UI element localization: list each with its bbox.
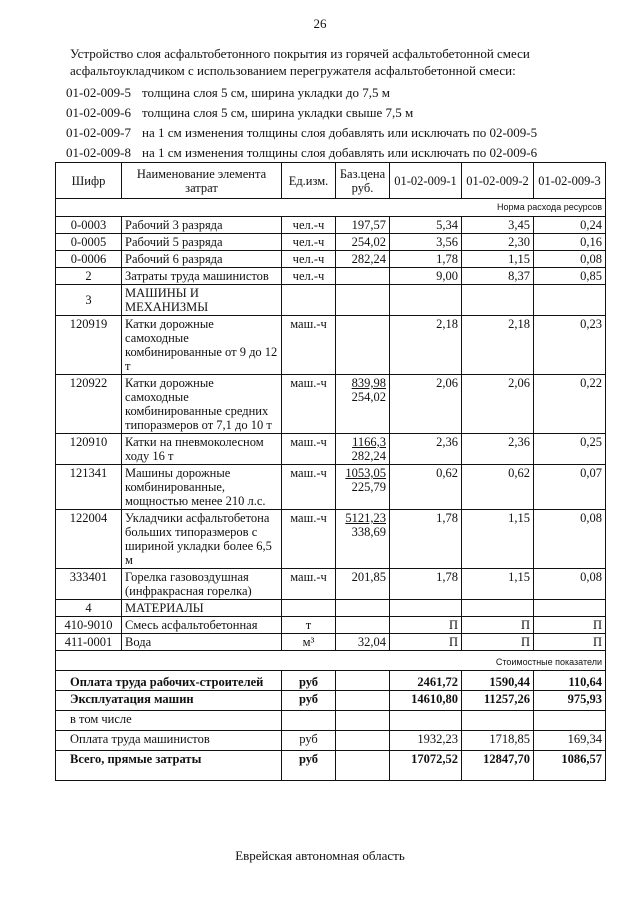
table-row (56, 434, 606, 465)
row-value-2: 1,15 (462, 569, 534, 600)
totals-unit: руб (282, 691, 336, 711)
totals-row (56, 731, 606, 751)
row-value-2: 2,18 (462, 316, 534, 375)
code-id: 01-02-009-8 (66, 145, 131, 160)
row-code: 120919 (56, 316, 122, 375)
row-price (336, 268, 390, 285)
row-name: Машины дорожные комбинированные, мощностью менее 210 л.с. (122, 465, 282, 510)
totals-value-1: 1932,23 (390, 731, 462, 751)
totals-value-2: 1718,85 (462, 731, 534, 751)
row-value-3: 0,23 (534, 316, 606, 375)
row-name: Катки на пневмоколесном ходу 16 т (122, 434, 282, 465)
price-top: 1053,05 (345, 466, 386, 480)
row-value-1: 0,62 (390, 465, 462, 510)
row-unit: т (282, 617, 336, 634)
code-id: 01-02-009-5 (66, 85, 131, 100)
header-col-1: 01-02-009-1 (390, 163, 462, 199)
row-value-3: 0,24 (534, 217, 606, 234)
table-row (56, 465, 606, 510)
row-unit: маш.-ч (282, 375, 336, 434)
row-price (336, 375, 390, 434)
row-value-3: 0,85 (534, 268, 606, 285)
row-value-2: 2,30 (462, 234, 534, 251)
totals-name: в том числе (56, 711, 282, 731)
row-value-2: 1,15 (462, 510, 534, 569)
table-row (56, 375, 606, 434)
totals-name: Оплата труда машинистов (56, 731, 282, 751)
row-value-1: 2,06 (390, 375, 462, 434)
row-code: 0-0005 (56, 234, 122, 251)
row-value-1: 1,78 (390, 251, 462, 268)
price-bottom: 338,69 (351, 525, 386, 539)
table-row (56, 617, 606, 634)
row-value-1: 9,00 (390, 268, 462, 285)
row-name: Укладчики асфальтобетона больших типоразмеров с шириной укладки более 6,5 м (122, 510, 282, 569)
price-bottom: 254,02 (351, 390, 386, 404)
row-value-1: П (390, 617, 462, 634)
price-bottom: 282,24 (351, 449, 386, 463)
code-description: на 1 см изменения толщины слоя добавлять или исключать по 02-009-5 (142, 125, 538, 140)
header-unit: Ед.изм. (282, 163, 336, 199)
code-list-item (66, 143, 626, 163)
totals-value-2: 1590,44 (462, 671, 534, 691)
row-value-3: П (534, 617, 606, 634)
totals-name: Оплата труда рабочих-строителей (56, 671, 282, 691)
row-code: 120922 (56, 375, 122, 434)
totals-value-1: 17072,52 (390, 751, 462, 781)
row-value-3: 0,07 (534, 465, 606, 510)
row-unit: маш.-ч (282, 510, 336, 569)
section-title: МАТЕРИАЛЫ (122, 600, 282, 617)
row-name: Катки дорожные самоходные комбинированные средних типоразмеров от 7,1 до 10 т (122, 375, 282, 434)
row-value-3: 0,08 (534, 569, 606, 600)
totals-value-3: 975,93 (534, 691, 606, 711)
row-value-1: 2,36 (390, 434, 462, 465)
row-name: Затраты труда машинистов (122, 268, 282, 285)
totals-value-1: 14610,80 (390, 691, 462, 711)
totals-name: Эксплуатация машин (56, 691, 282, 711)
norm-label: Норма расхода ресурсов (56, 199, 606, 217)
header-name: Наименование элемента затрат (122, 163, 282, 199)
resource-norms-table (55, 162, 606, 781)
row-name: Вода (122, 634, 282, 651)
section-row-machines (56, 285, 606, 316)
row-code: 120910 (56, 434, 122, 465)
row-code: 2 (56, 268, 122, 285)
totals-row (56, 671, 606, 691)
page-number: 26 (313, 16, 327, 31)
totals-value-1: 2461,72 (390, 671, 462, 691)
code-list-item (66, 83, 626, 103)
row-name: Горелка газовоздушная (инфракрасная горелка) (122, 569, 282, 600)
row-value-2: 3,45 (462, 217, 534, 234)
code-list (66, 83, 626, 163)
row-code: 410-9010 (56, 617, 122, 634)
row-unit: маш.-ч (282, 316, 336, 375)
norm-label-row (56, 199, 606, 217)
header-base-price: Баз.цена руб. (336, 163, 390, 199)
row-price: 197,57 (336, 217, 390, 234)
table-header-row (56, 163, 606, 199)
table-row (56, 316, 606, 375)
row-value-3: 0,22 (534, 375, 606, 434)
row-price (336, 617, 390, 634)
row-value-2: 0,62 (462, 465, 534, 510)
header-col-3: 01-02-009-3 (534, 163, 606, 199)
section-title: МАШИНЫ И МЕХАНИЗМЫ (122, 285, 282, 316)
price-top: 5121,23 (345, 511, 386, 525)
totals-value-3: 169,34 (534, 731, 606, 751)
totals-value-3: 110,64 (534, 671, 606, 691)
row-value-1: 3,56 (390, 234, 462, 251)
row-unit: маш.-ч (282, 465, 336, 510)
table-row (56, 510, 606, 569)
row-unit: маш.-ч (282, 569, 336, 600)
page-footer: Еврейская автономная область (235, 848, 405, 863)
row-code: 0-0006 (56, 251, 122, 268)
table-row (56, 634, 606, 651)
row-value-1: П (390, 634, 462, 651)
totals-row (56, 711, 606, 731)
row-name: Рабочий 6 разряда (122, 251, 282, 268)
totals-value-3: 1086,57 (534, 751, 606, 781)
code-list-item (66, 103, 626, 123)
row-name: Рабочий 5 разряда (122, 234, 282, 251)
row-unit: чел.-ч (282, 268, 336, 285)
row-code: 333401 (56, 569, 122, 600)
row-price (336, 434, 390, 465)
row-value-2: 8,37 (462, 268, 534, 285)
row-value-1: 5,34 (390, 217, 462, 234)
row-price (336, 510, 390, 569)
row-name: Смесь асфальтобетонная (122, 617, 282, 634)
totals-unit: руб (282, 731, 336, 751)
table-row (56, 217, 606, 234)
row-price: 254,02 (336, 234, 390, 251)
totals-row (56, 691, 606, 711)
row-code: 0-0003 (56, 217, 122, 234)
price-top: 1166,3 (352, 435, 386, 449)
row-value-2: П (462, 617, 534, 634)
row-unit: м³ (282, 634, 336, 651)
operators-row (56, 268, 606, 285)
row-code: 411-0001 (56, 634, 122, 651)
section-row-materials (56, 600, 606, 617)
table-row (56, 251, 606, 268)
code-id: 01-02-009-6 (66, 105, 131, 120)
row-price: 282,24 (336, 251, 390, 268)
code-description: толщина слоя 5 см, ширина укладки свыше 7,5 м (142, 105, 414, 120)
row-value-3: 0,25 (534, 434, 606, 465)
row-value-1: 1,78 (390, 569, 462, 600)
row-value-2: 2,36 (462, 434, 534, 465)
row-price (336, 465, 390, 510)
code-description: на 1 см изменения толщины слоя добавлять или исключать по 02-009-6 (142, 145, 538, 160)
table-row (56, 569, 606, 600)
code-list-item (66, 123, 626, 143)
totals-value-2: 12847,70 (462, 751, 534, 781)
totals-row (56, 751, 606, 781)
totals-name: Всего, прямые затраты (56, 751, 282, 781)
row-value-1: 1,78 (390, 510, 462, 569)
row-value-1: 2,18 (390, 316, 462, 375)
section-code: 4 (56, 600, 122, 617)
row-value-2: П (462, 634, 534, 651)
cost-label: Стоимостные показатели (56, 651, 606, 671)
totals-unit: руб (282, 671, 336, 691)
price-bottom: 225,79 (351, 480, 386, 494)
row-name: Рабочий 3 разряда (122, 217, 282, 234)
header-col-2: 01-02-009-2 (462, 163, 534, 199)
row-unit: чел.-ч (282, 217, 336, 234)
row-unit: маш.-ч (282, 434, 336, 465)
row-price (336, 316, 390, 375)
row-value-3: 0,08 (534, 510, 606, 569)
row-value-3: П (534, 634, 606, 651)
header-code: Шифр (56, 163, 122, 199)
row-value-2: 2,06 (462, 375, 534, 434)
row-price: 32,04 (336, 634, 390, 651)
row-value-3: 0,16 (534, 234, 606, 251)
table-row (56, 234, 606, 251)
row-name: Катки дорожные самоходные комбинированные от 9 до 12 т (122, 316, 282, 375)
section-code: 3 (56, 285, 122, 316)
price-top: 839,98 (351, 376, 386, 390)
row-code: 121341 (56, 465, 122, 510)
intro-paragraph: Устройство слоя асфальтобетонного покрытия из горячей асфальтобетонной смеси асфальтоукладчиком с использованием перегружателя асфальтобетонной смеси: (70, 46, 530, 78)
code-description: толщина слоя 5 см, ширина укладки до 7,5 м (142, 85, 390, 100)
row-value-3: 0,08 (534, 251, 606, 268)
row-unit: чел.-ч (282, 251, 336, 268)
totals-unit: руб (282, 751, 336, 781)
row-value-2: 1,15 (462, 251, 534, 268)
cost-label-row (56, 651, 606, 671)
totals-value-2: 11257,26 (462, 691, 534, 711)
row-code: 122004 (56, 510, 122, 569)
code-id: 01-02-009-7 (66, 125, 131, 140)
row-unit: чел.-ч (282, 234, 336, 251)
row-price: 201,85 (336, 569, 390, 600)
